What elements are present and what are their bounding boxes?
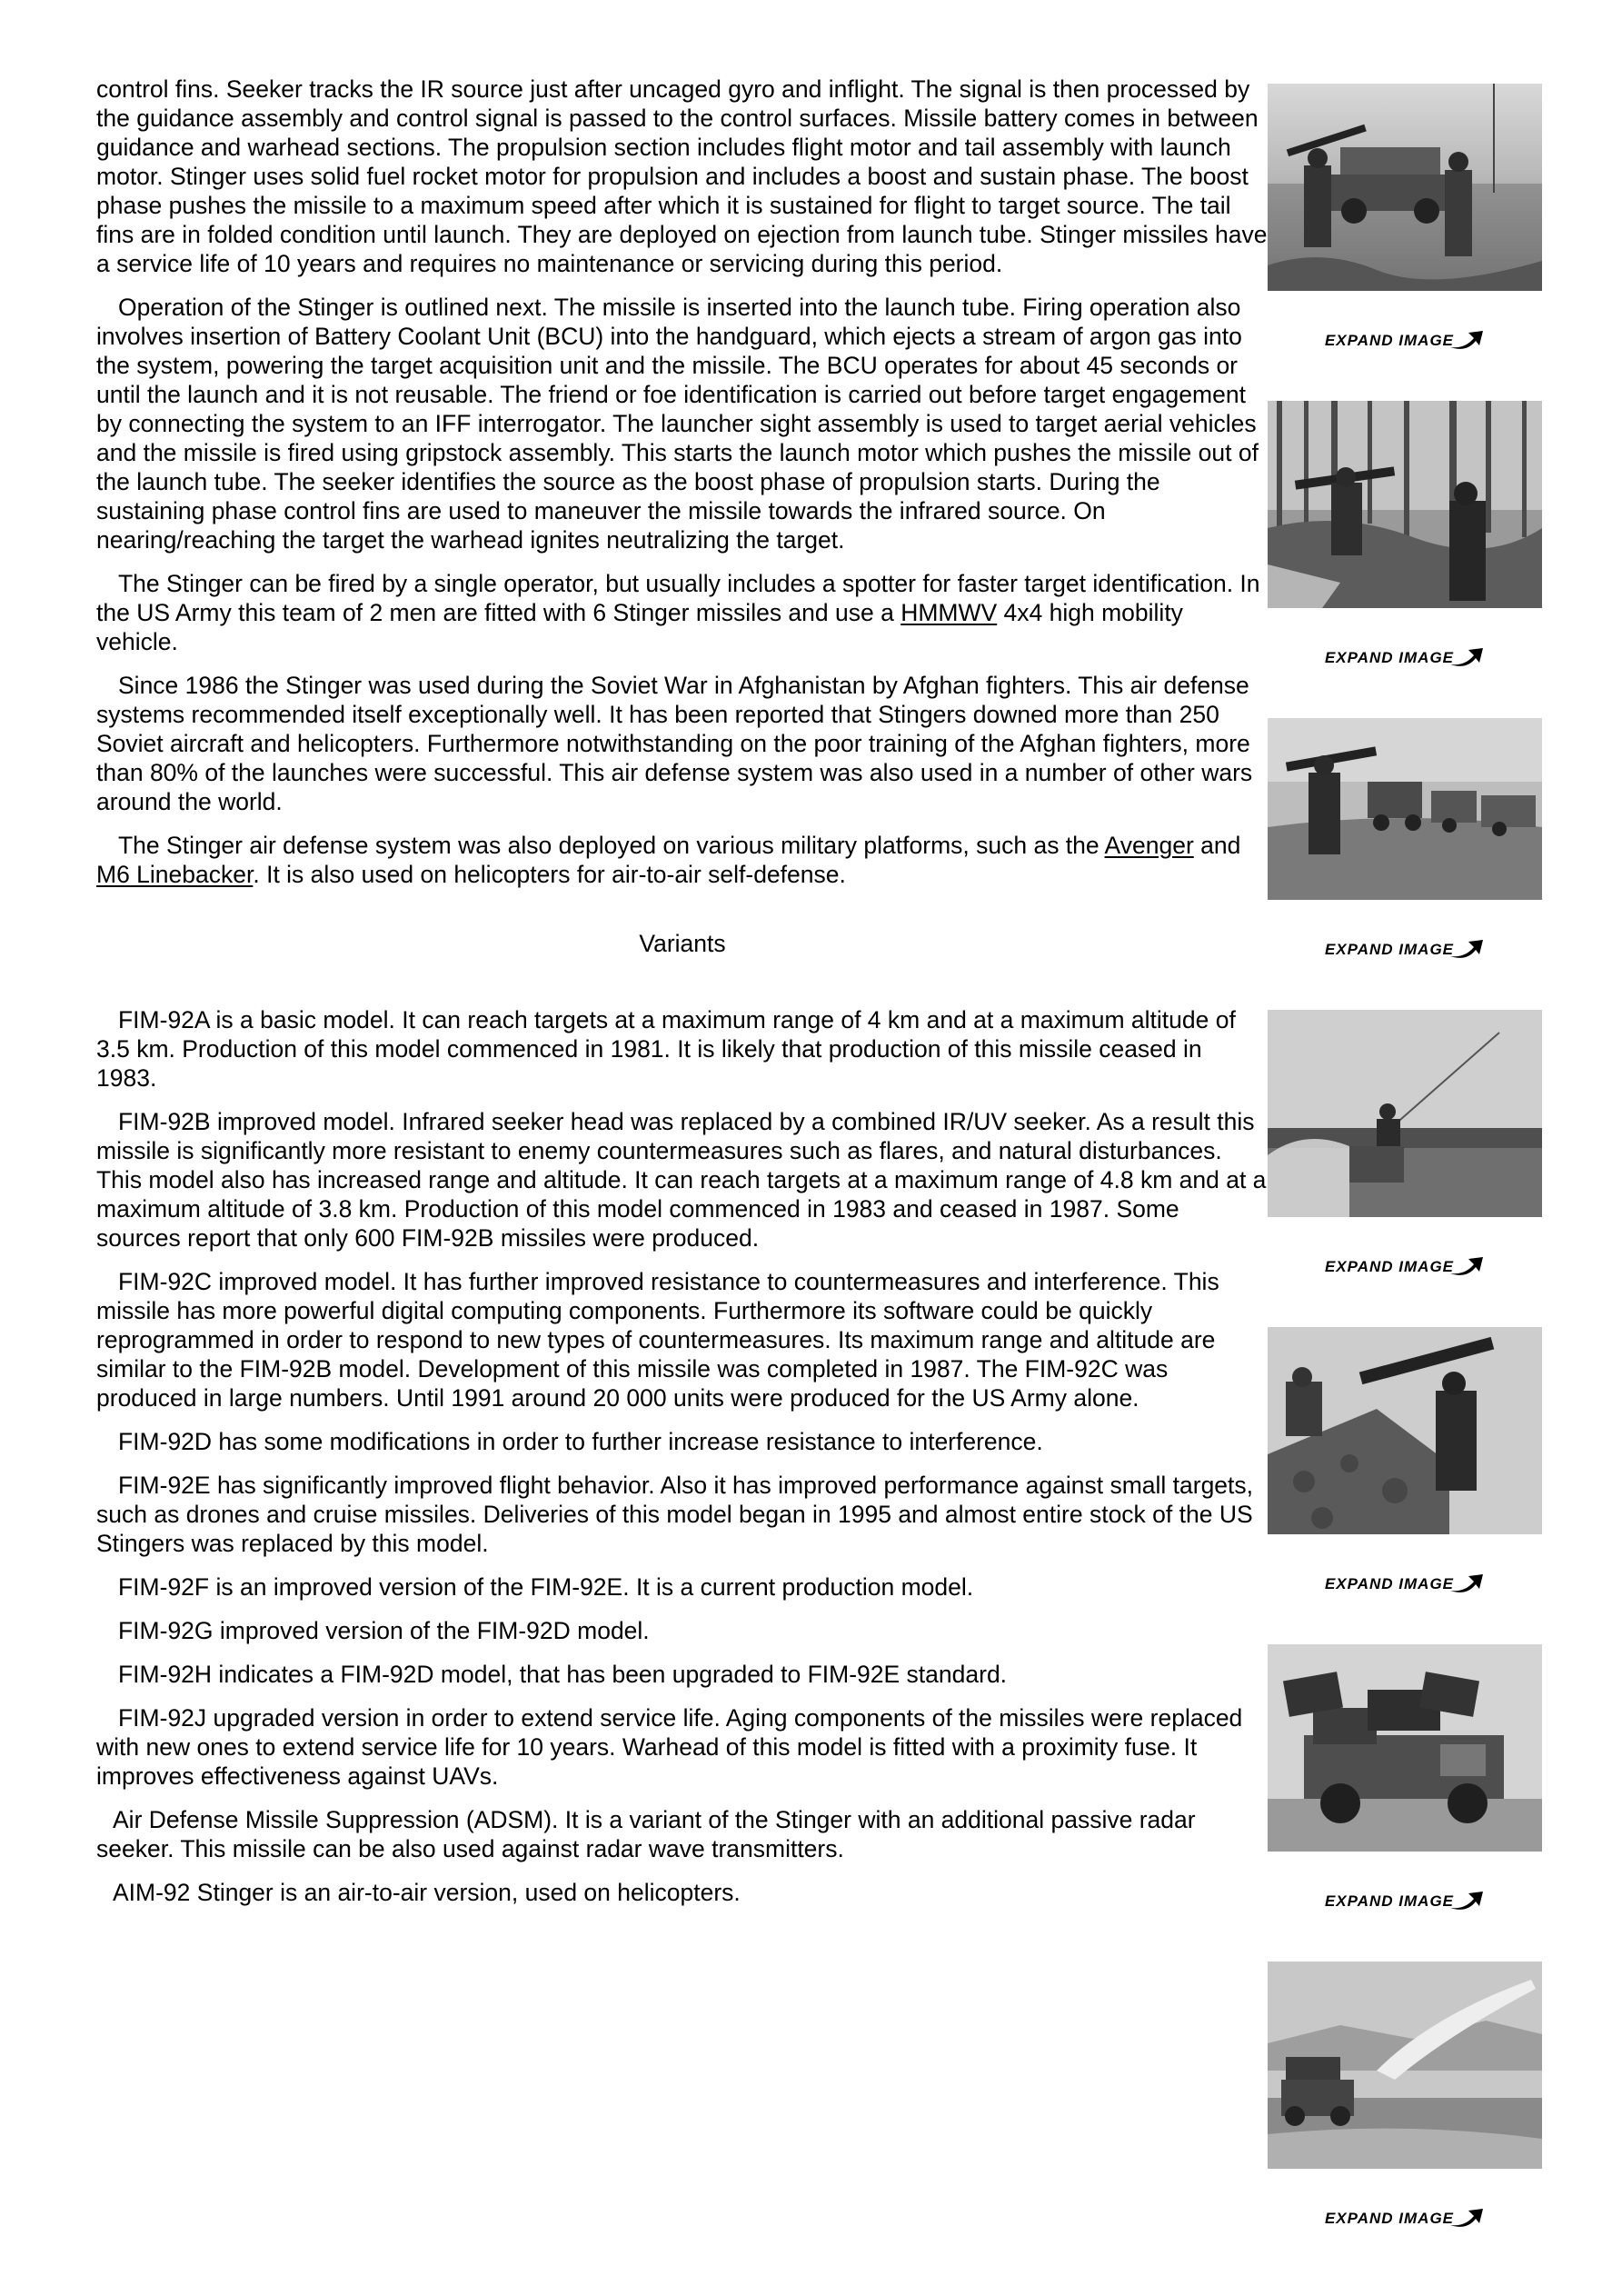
photo-soldiers-walking[interactable] [1268, 84, 1542, 291]
photo-avenger-firing-desert[interactable] [1268, 1962, 1542, 2169]
variant-fim-92e: FIM-92E has significantly improved flight behavior. Also it has improved performance against small targets, such as drones and cruise missiles. Deliveries of this model began in 1995 and almost entire stock of the US Stingers was replaced by this model. [96, 1472, 1254, 1557]
variant-fim-92h: FIM-92H indicates a FIM-92D model, that has been upgraded to FIM-92E standard. [118, 1661, 1008, 1688]
paragraph-operation: Operation of the Stinger is outlined next. The missile is inserted into the launch tube. Firing operation also involves insertion of Battery Coolant Unit (BCU) into the handguard, which ejects a stream of argon gas into the system, powering the target acquisition unit and the missile. The BCU operates for about 45 seconds or until the launch and it is not reusable. The friend or foe identification is carried out before target engagement by connecting the system to an IFF interrogator. The launcher sight assembly is used to target aerial vehicles and the missile is fired using gripstock assembly. This starts the launch motor which pushes the missile out of the launch tube. The seeker identifies the source as the boost phase of propulsion starts. During the sustaining phase control fins are used to maneuver the missile towards the infrared source. On nearing/reaching the target the warhead ignites neutralizing the target. [96, 294, 1259, 554]
photo-avenger-vehicle[interactable] [1268, 1644, 1542, 1852]
article-body [96, 75, 1269, 1922]
paragraph-afghanistan: Since 1986 the Stinger was used during the Soviet War in Afghanistan by Afghan fighters. This air defense systems recommended itself exceptionally well. It has been reported that Stingers downed more than 250 Soviet aircraft and helicopters. Furthermore notwithstanding on the poor training of the Afghan fighters, more than 80% of the launches were successful. This air defense system was also used in a number of other wars around the world. [96, 672, 1253, 815]
expand-image-button-2[interactable]: EXPAND IMAGE [1325, 646, 1485, 670]
expand-image-button-6[interactable]: EXPAND IMAGE [1325, 1890, 1485, 1913]
swoosh-arrow-icon [1448, 1890, 1485, 1913]
paragraph-platforms: The Stinger air defense system was also deployed on various military platforms, such as the Avenger and M6 Linebacker. It is also used on helicopters for air-to-air self-defense. [96, 832, 1241, 888]
swoosh-arrow-icon [1448, 646, 1485, 670]
m6-linebacker-link[interactable]: M6 Linebacker [96, 861, 254, 888]
photo-camouflage-firing[interactable] [1268, 1327, 1542, 1534]
image-gallery [1268, 84, 1542, 2279]
expand-image-button-3[interactable]: EXPAND IMAGE [1325, 938, 1485, 962]
expand-image-button-7[interactable]: EXPAND IMAGE [1325, 2207, 1485, 2231]
variant-fim-92a: FIM-92A is a basic model. It can reach targets at a maximum range of 4 km and at a maximum altitude of 3.5 km. Production of this model commenced in 1981. It is likely that production of this missile ceased in 1983. [96, 1006, 1236, 1092]
photo-soldiers-forest[interactable] [1268, 401, 1542, 608]
variant-fim-92j: FIM-92J upgraded version in order to extend service life. Aging components of the missiles were replaced with new ones to extend service life for 10 years. Warhead of this model is fitted with a proximity fuse. It improves effectiveness against UAVs. [96, 1704, 1243, 1790]
expand-image-button-5[interactable]: EXPAND IMAGE [1325, 1572, 1485, 1596]
variant-adsm: Air Defense Missile Suppression (ADSM). It is a variant of the Stinger with an additional passive radar seeker. This missile can be also used against radar wave transmitters. [96, 1806, 1196, 1862]
paragraph-guidance: control fins. Seeker tracks the IR source just after uncaged gyro and inflight. The signal is then processed by the guidance assembly and control signal is passed to the control surfaces. Missile battery comes in between guidance and warhead sections. The propulsion section includes flight motor and tail assembly with launch motor. Stinger uses solid fuel rocket motor for propulsion and includes a boost and sustain phase. The boost phase pushes the missile to a maximum speed after which it is sustained for flight to target source. The tail fins are in folded condition until launch. They are deployed on ejection from launch tube. Stinger missiles have a service life of 10 years and requires no maintenance or servicing during this period. [96, 75, 1268, 277]
swoosh-arrow-icon [1448, 1572, 1485, 1596]
variant-aim-92: AIM-92 Stinger is an air-to-air version, used on helicopters. [113, 1879, 741, 1906]
paragraph-team: The Stinger can be fired by a single operator, but usually includes a spotter for faster target identification. In the US Army this team of 2 men are fitted with 6 Stinger missiles and use a HMMWV 4x4 high mobility vehicle. [96, 570, 1260, 655]
swoosh-arrow-icon [1448, 329, 1485, 353]
expand-image-button-1[interactable]: EXPAND IMAGE [1325, 329, 1485, 353]
variant-fim-92c: FIM-92C improved model. It has further improved resistance to countermeasures and interference. This missile has more powerful digital computing components. Furthermore its software could be quickly reprogrammed in order to respond to new types of countermeasures. Its maximum range and altitude are similar to the FIM-92B model. Development of this missile was completed in 1987. The FIM-92C was produced in large numbers. Until 1991 around 20 000 units were produced for the US Army alone. [96, 1268, 1219, 1412]
variant-fim-92d: FIM-92D has some modifications in order to further increase resistance to interference. [118, 1428, 1043, 1455]
variants-heading: Variants [639, 930, 726, 957]
expand-image-button-4[interactable]: EXPAND IMAGE [1325, 1255, 1485, 1279]
variant-fim-92g: FIM-92G improved version of the FIM-92D model. [118, 1617, 650, 1644]
variant-fim-92b: FIM-92B improved model. Infrared seeker head was replaced by a combined IR/UV seeker. As a result this missile is significantly more resistant to enemy countermeasures such as flares, and natural disturbances. This model also has increased range and altitude. It can reach targets at a maximum range of 4.8 km and at a maximum altitude of 3.8 km. Production of this model commenced in 1983 and ceased in 1987. Some sources report that only 600 FIM-92B missiles were produced. [96, 1108, 1267, 1252]
avenger-link[interactable]: Avenger [1104, 832, 1194, 859]
swoosh-arrow-icon [1448, 1255, 1485, 1279]
swoosh-arrow-icon [1448, 2207, 1485, 2231]
photo-vehicles-field[interactable] [1268, 718, 1542, 900]
swoosh-arrow-icon [1448, 938, 1485, 962]
photo-missile-launch[interactable] [1268, 1010, 1542, 1217]
variant-fim-92f: FIM-92F is an improved version of the FIM-92E. It is a current production model. [118, 1573, 974, 1601]
hmmwv-link[interactable]: HMMWV [901, 599, 998, 626]
